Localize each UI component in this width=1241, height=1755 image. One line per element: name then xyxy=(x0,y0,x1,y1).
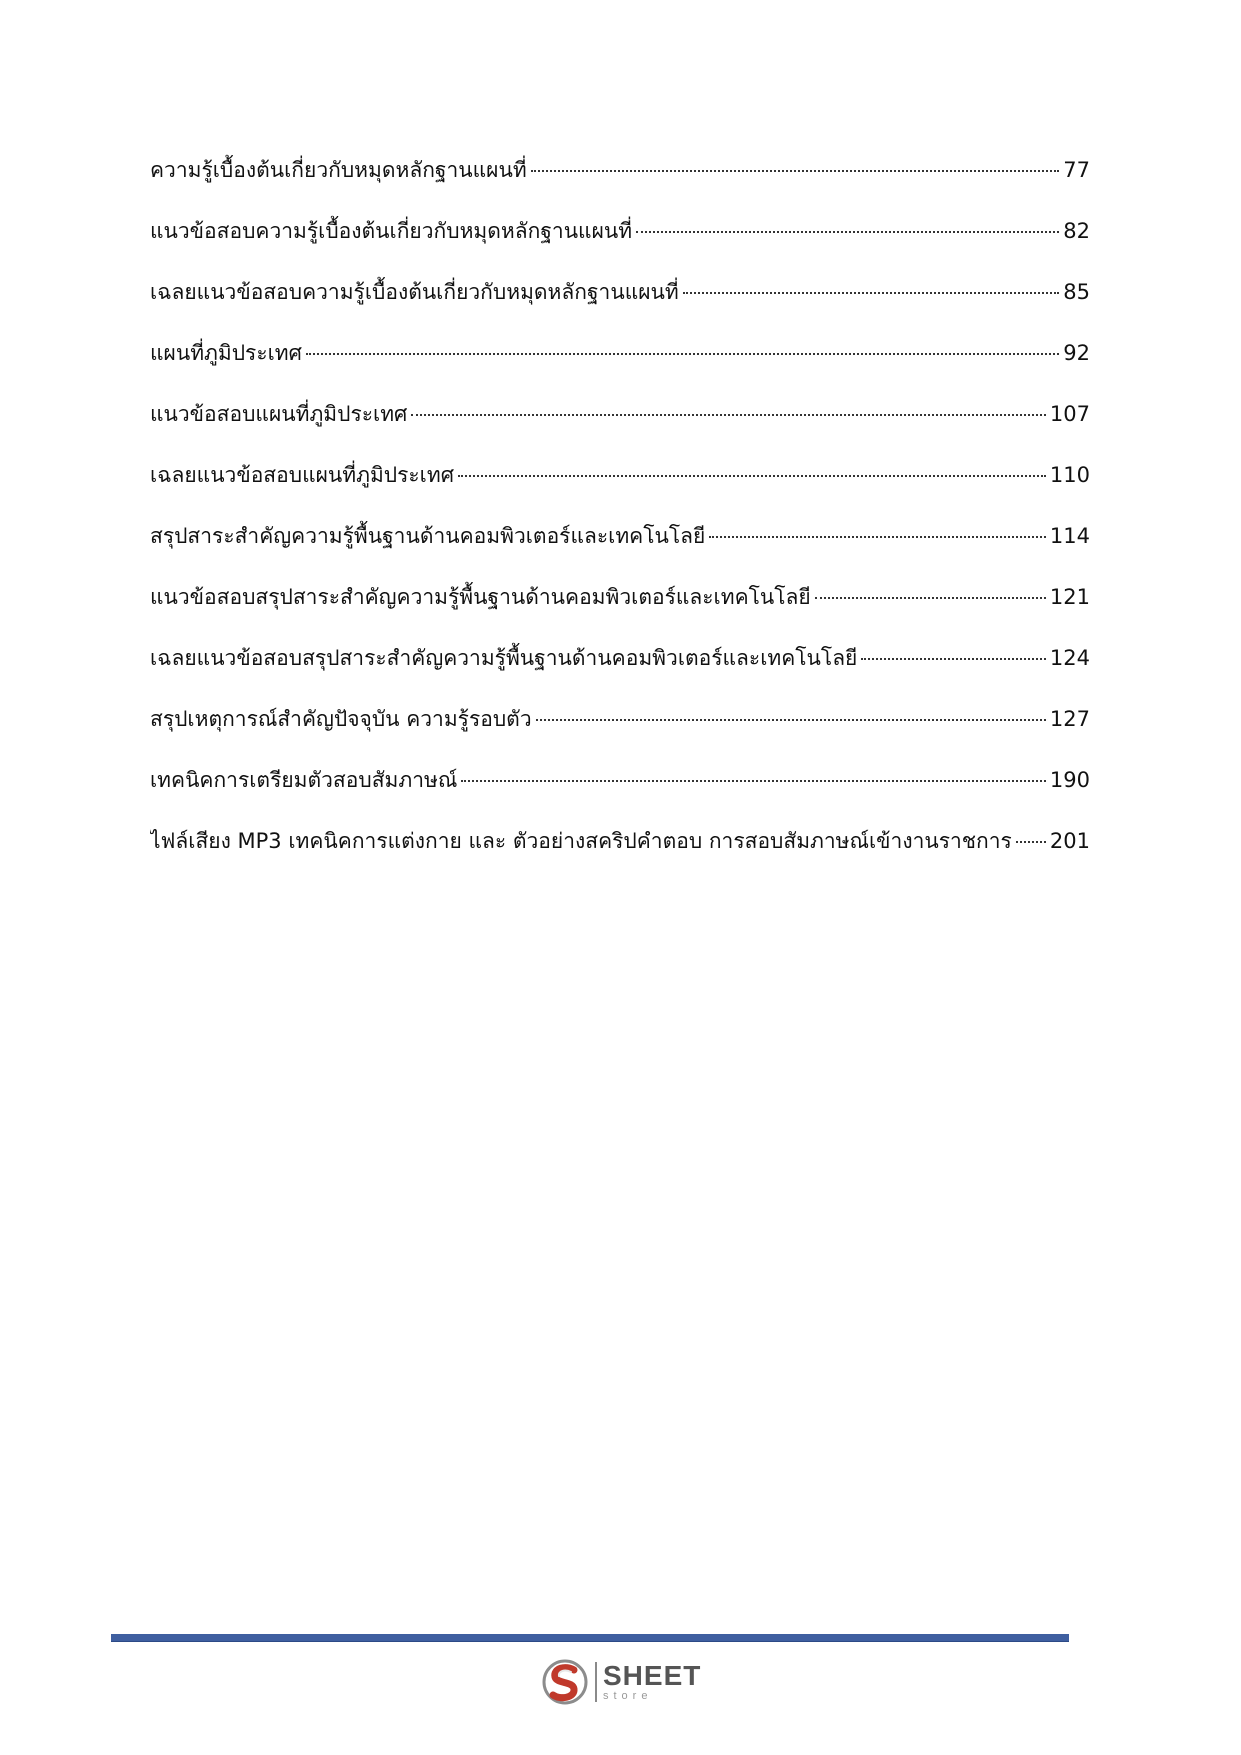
toc-entry[interactable] xyxy=(150,821,1090,882)
toc-entry-page: 121 xyxy=(1049,585,1090,609)
logo-divider xyxy=(595,1662,597,1702)
logo-text xyxy=(603,1662,701,1702)
toc-entry[interactable] xyxy=(150,150,1090,211)
toc-entry-page: 201 xyxy=(1049,829,1090,853)
toc-entry-page: 107 xyxy=(1049,402,1090,426)
toc-dot-leader xyxy=(815,597,1046,599)
toc-dot-leader xyxy=(461,780,1046,782)
toc-dot-leader xyxy=(861,658,1046,660)
toc-entry[interactable] xyxy=(150,272,1090,333)
toc-entry-title: เฉลยแนวข้อสอบสรุปสาระสำคัญความรู้พื้นฐานด้านคอมพิวเตอร์และเทคโนโลยี xyxy=(150,646,858,670)
toc-entry-page: 85 xyxy=(1063,280,1090,304)
toc-entry[interactable] xyxy=(150,760,1090,821)
toc-dot-leader xyxy=(531,170,1060,172)
toc-entry-title: เทคนิคการเตรียมตัวสอบสัมภาษณ์ xyxy=(150,768,458,792)
toc-entry-title: ความรู้เบื้องต้นเกี่ยวกับหมุดหลักฐานแผนที่ xyxy=(150,158,527,182)
toc-dot-leader xyxy=(458,475,1046,477)
toc-entry[interactable] xyxy=(150,699,1090,760)
toc-entry-page: 82 xyxy=(1063,219,1090,243)
toc-entry-page: 190 xyxy=(1049,768,1090,792)
toc-dot-leader xyxy=(411,414,1046,416)
logo-word: SHEET xyxy=(603,1660,702,1691)
toc-entry[interactable] xyxy=(150,211,1090,272)
toc-dot-leader xyxy=(683,292,1060,294)
toc-dot-leader xyxy=(636,231,1059,233)
toc-entry[interactable] xyxy=(150,516,1090,577)
sheet-store-logo-icon xyxy=(541,1657,589,1707)
toc-entry-page: 92 xyxy=(1063,341,1090,365)
table-of-contents xyxy=(150,150,1090,882)
toc-entry[interactable] xyxy=(150,638,1090,699)
toc-dot-leader xyxy=(709,536,1046,538)
toc-entry[interactable] xyxy=(150,455,1090,516)
toc-entry-title: แนวข้อสอบสรุปสาระสำคัญความรู้พื้นฐานด้านคอมพิวเตอร์และเทคโนโลยี xyxy=(150,585,811,609)
toc-entry-title: สรุปสาระสำคัญความรู้พื้นฐานด้านคอมพิวเตอร์และเทคโนโลยี xyxy=(150,524,706,548)
toc-entry-title: แผนที่ภูมิประเทศ xyxy=(150,341,302,365)
toc-entry-title: แนวข้อสอบความรู้เบื้องต้นเกี่ยวกับหมุดหลักฐานแผนที่ xyxy=(150,219,633,243)
toc-entry-title: เฉลยแนวข้อสอบแผนที่ภูมิประเทศ xyxy=(150,463,455,487)
toc-entry-page: 127 xyxy=(1049,707,1090,731)
toc-entry-page: 114 xyxy=(1049,524,1090,548)
toc-entry-page: 124 xyxy=(1049,646,1090,670)
toc-entry[interactable] xyxy=(150,577,1090,638)
toc-entry[interactable] xyxy=(150,394,1090,455)
logo-subtitle: store xyxy=(603,1690,653,1702)
toc-entry-title: ไฟล์เสียง MP3 เทคนิคการแต่งกาย และ ตัวอย่างสคริปคำตอบ การสอบสัมภาษณ์เข้างานราชการ xyxy=(150,829,1012,853)
toc-entry[interactable] xyxy=(150,333,1090,394)
toc-dot-leader xyxy=(1016,841,1046,843)
toc-entry-page: 110 xyxy=(1049,463,1090,487)
toc-entry-page: 77 xyxy=(1063,158,1090,182)
toc-dot-leader xyxy=(536,719,1046,721)
sheet-store-logo xyxy=(541,1657,701,1707)
toc-entry-title: เฉลยแนวข้อสอบความรู้เบื้องต้นเกี่ยวกับหมุดหลักฐานแผนที่ xyxy=(150,280,679,304)
toc-entry-title: สรุปเหตุการณ์สำคัญปัจจุบัน ความรู้รอบตัว xyxy=(150,707,532,731)
toc-dot-leader xyxy=(306,353,1059,355)
toc-entry-title: แนวข้อสอบแผนที่ภูมิประเทศ xyxy=(150,402,408,426)
footer-divider xyxy=(111,1634,1069,1642)
